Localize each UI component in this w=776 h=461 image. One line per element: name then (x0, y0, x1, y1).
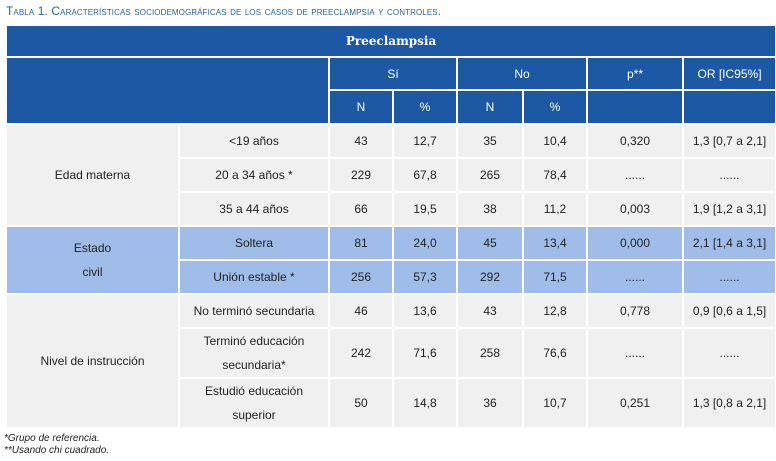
cell-no-pct: 71,5 (524, 261, 586, 293)
cell-si-n: 242 (330, 329, 392, 377)
cell-si-n: 43 (330, 125, 392, 157)
cell-no-pct: 76,6 (524, 329, 586, 377)
header-p-blank (588, 91, 682, 123)
group-label-line: civil (82, 265, 103, 279)
row-category-line: secundaria* (222, 358, 286, 372)
cell-no-pct: 11,2 (524, 193, 586, 225)
header-p: p** (588, 58, 682, 89)
cell-or: 1,3 [0,7 a 2,1] (684, 125, 775, 157)
cell-no-pct: 13,4 (524, 227, 586, 259)
row-category-line: superior (232, 408, 276, 422)
cell-no-n: 36 (458, 379, 522, 427)
cell-or: 1,9 [1,2 a 3,1] (684, 193, 775, 225)
header-si-n: N (330, 91, 392, 123)
row-category (180, 329, 328, 377)
cell-p: 0,778 (588, 295, 682, 327)
cell-si-pct: 57,3 (394, 261, 456, 293)
cell-no-pct: 10,4 (524, 125, 586, 157)
row-category-line: Estudió educación (204, 384, 304, 398)
cell-no-pct: 10,7 (524, 379, 586, 427)
cell-no-pct: 12,8 (524, 295, 586, 327)
cell-si-pct: 19,5 (394, 193, 456, 225)
table-notes (4, 433, 109, 457)
preeclampsia-header: Preeclampsia (7, 26, 775, 56)
row-category: Unión estable * (180, 261, 328, 293)
cell-no-n: 38 (458, 193, 522, 225)
sociodemographic-table (5, 24, 776, 429)
row-category (180, 379, 328, 427)
row-category: <19 años (180, 125, 328, 157)
note-reference-group: *Grupo de referencia. (4, 433, 100, 444)
cell-si-n: 256 (330, 261, 392, 293)
table-row (7, 295, 775, 327)
row-category: No terminó secundaria (180, 295, 328, 327)
cell-or: 1,3 [0,8 a 2,1] (684, 379, 775, 427)
group-label-line: Estado (73, 241, 112, 255)
group-label-estado (7, 227, 178, 293)
header-blank (7, 58, 328, 123)
row-category: 20 a 34 años * (180, 159, 328, 191)
cell-si-n: 229 (330, 159, 392, 191)
cell-si-n: 50 (330, 379, 392, 427)
cell-no-n: 292 (458, 261, 522, 293)
header-no: No (458, 58, 586, 89)
cell-no-n: 43 (458, 295, 522, 327)
cell-si-n: 81 (330, 227, 392, 259)
cell-si-pct: 14,8 (394, 379, 456, 427)
header-si-pct: % (394, 91, 456, 123)
row-category: Soltera (180, 227, 328, 259)
header-or: OR [IC95%] (684, 58, 775, 89)
cell-si-n: 66 (330, 193, 392, 225)
group-label-edad: Edad materna (7, 125, 178, 225)
cell-p: ...... (588, 261, 682, 293)
cell-no-n: 258 (458, 329, 522, 377)
table-row (7, 125, 775, 157)
cell-p: 0,003 (588, 193, 682, 225)
cell-or: ...... (684, 261, 775, 293)
table-caption: Tabla 1. Características sociodemográficas de los casos de preeclampsia y controles. (6, 4, 442, 18)
cell-no-n: 45 (458, 227, 522, 259)
cell-p: 0,251 (588, 379, 682, 427)
cell-si-pct: 24,0 (394, 227, 456, 259)
table-row (7, 227, 775, 259)
header-or-blank (684, 91, 775, 123)
cell-p: 0,000 (588, 227, 682, 259)
cell-si-n: 46 (330, 295, 392, 327)
cell-si-pct: 12,7 (394, 125, 456, 157)
cell-p: 0,320 (588, 125, 682, 157)
row-category: 35 a 44 años (180, 193, 328, 225)
cell-or: ...... (684, 329, 775, 377)
cell-si-pct: 71,6 (394, 329, 456, 377)
cell-si-pct: 67,8 (394, 159, 456, 191)
note-chi-square: **Usando chi cuadrado. (4, 445, 110, 456)
header-si: Sí (330, 58, 456, 89)
cell-no-pct: 78,4 (524, 159, 586, 191)
header-no-pct: % (524, 91, 586, 123)
cell-or: 0,9 [0,6 a 1,5] (684, 295, 775, 327)
row-category-line: Terminó educación (203, 334, 305, 348)
cell-no-n: 35 (458, 125, 522, 157)
cell-p: ...... (588, 159, 682, 191)
cell-si-pct: 13,6 (394, 295, 456, 327)
group-label-nivel: Nivel de instrucción (7, 295, 178, 427)
cell-or: ...... (684, 159, 775, 191)
header-no-n: N (458, 91, 522, 123)
cell-p: ...... (588, 329, 682, 377)
cell-or: 2,1 [1,4 a 3,1] (684, 227, 775, 259)
cell-no-n: 265 (458, 159, 522, 191)
